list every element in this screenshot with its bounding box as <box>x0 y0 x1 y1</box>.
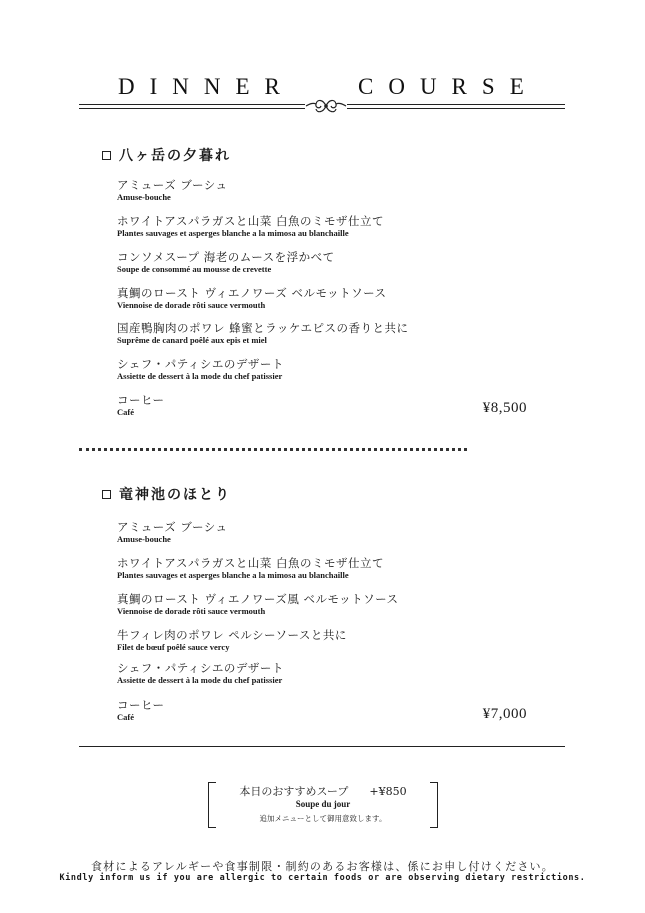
title-dinner: DINNER <box>118 74 295 99</box>
menu-item <box>117 556 384 581</box>
menu-item-jp: アミューズ ブーシュ <box>117 520 228 534</box>
soup-name-line <box>208 783 438 799</box>
menu-item-jp: 国産鴨胸肉のポワレ 蜂蜜とラッケエピスの香りと共に <box>117 321 409 335</box>
menu-item <box>117 661 284 686</box>
title-course: COURSE <box>358 74 539 99</box>
menu-item-fr: Suprême de canard poêlé aux epis et miel <box>117 335 267 345</box>
menu-item <box>117 250 335 275</box>
soup-du-jour-box <box>208 782 438 826</box>
menu-item-fr: Viennoise de dorade rôti sauce vermouth <box>117 606 266 616</box>
allergy-notice-en: Kindly inform us if you are allergic to certain foods or are observing dietary restrictions. <box>59 873 586 883</box>
menu-item-jp: 真鯛のロースト ヴィエノワーズ風 ベルモットソース <box>117 592 399 606</box>
menu-item-fr: Filet de bœuf poêlé sauce vercy <box>117 642 230 652</box>
menu-item-jp: コーヒー <box>117 393 165 407</box>
menu-item-fr: Assiette de dessert à la mode du chef patissier <box>117 675 283 685</box>
soup-price: +¥850 <box>369 785 407 798</box>
menu-item-jp: 牛フィレ肉のポワレ ペルシーソースと共に <box>117 628 347 642</box>
menu-item <box>117 520 228 545</box>
course-title: 八ヶ岳の夕暮れ <box>119 148 231 164</box>
menu-item-jp: 真鯛のロースト ヴィエノワーズ ベルモットソース <box>117 286 387 300</box>
menu-item-fr: Plantes sauvages et asperges blanche a la mimosa au blanchaille <box>117 570 349 580</box>
menu-item <box>117 628 347 653</box>
menu-item-fr: Amuse-bouche <box>117 192 171 202</box>
menu-item-jp: ホワイトアスパラガスと山菜 白魚のミモザ仕立て <box>117 214 385 228</box>
course-title: 竜神池のほとり <box>119 487 231 503</box>
menu-item <box>117 357 284 382</box>
menu-item-fr: Viennoise de dorade rôti sauce vermouth <box>117 300 266 310</box>
menu-item-fr: Café <box>117 712 134 722</box>
title-rule-right-bottom <box>347 108 565 109</box>
menu-item-fr: Soupe de consommé au mousse de crevette <box>117 264 272 274</box>
course-price: ¥8,500 <box>482 400 527 416</box>
course-header <box>102 484 231 504</box>
menu-item-fr: Café <box>117 407 134 417</box>
flourish-ornament-icon <box>305 95 347 117</box>
menu-item-jp: ホワイトアスパラガスと山菜 白魚のミモザ仕立て <box>117 556 385 570</box>
section-rule <box>79 746 565 747</box>
soup-name-jp: 本日のおすすめスープ <box>239 785 349 798</box>
menu-item-fr: Plantes sauvages et asperges blanche a la mimosa au blanchaille <box>117 228 349 238</box>
soup-name-fr: Soupe du jour <box>295 799 351 809</box>
title-rule-right-top <box>347 104 565 105</box>
menu-item-jp: コーヒー <box>117 698 165 712</box>
title-rule-left-top <box>79 104 305 105</box>
menu-item-jp: シェフ・パティシエのデザート <box>117 357 284 371</box>
course-header <box>102 145 231 165</box>
menu-item-jp: シェフ・パティシエのデザート <box>117 661 284 675</box>
menu-item-fr: Amuse-bouche <box>117 534 171 544</box>
menu-item <box>117 592 399 617</box>
course-price: ¥7,000 <box>482 706 527 722</box>
menu-item <box>117 698 165 723</box>
menu-item <box>117 286 387 311</box>
allergy-notice-jp: 食材によるアレルギーや食事制限・制約のあるお客様は、係にお申し付けください。 <box>91 860 554 873</box>
title-rule-left-bottom <box>79 108 305 109</box>
menu-item <box>117 393 165 418</box>
menu-item <box>117 214 384 239</box>
menu-item-jp: コンソメスープ 海老のムースを浮かべて <box>117 250 335 264</box>
menu-item <box>117 178 228 203</box>
menu-item-fr: Assiette de dessert à la mode du chef patissier <box>117 371 283 381</box>
square-bullet-icon <box>102 151 111 160</box>
menu-item-jp: アミューズ ブーシュ <box>117 178 228 192</box>
square-bullet-icon <box>102 490 111 499</box>
dotted-divider <box>79 448 467 451</box>
menu-item <box>117 321 408 346</box>
soup-note: 追加メニューとして御用意致します。 <box>259 814 387 823</box>
